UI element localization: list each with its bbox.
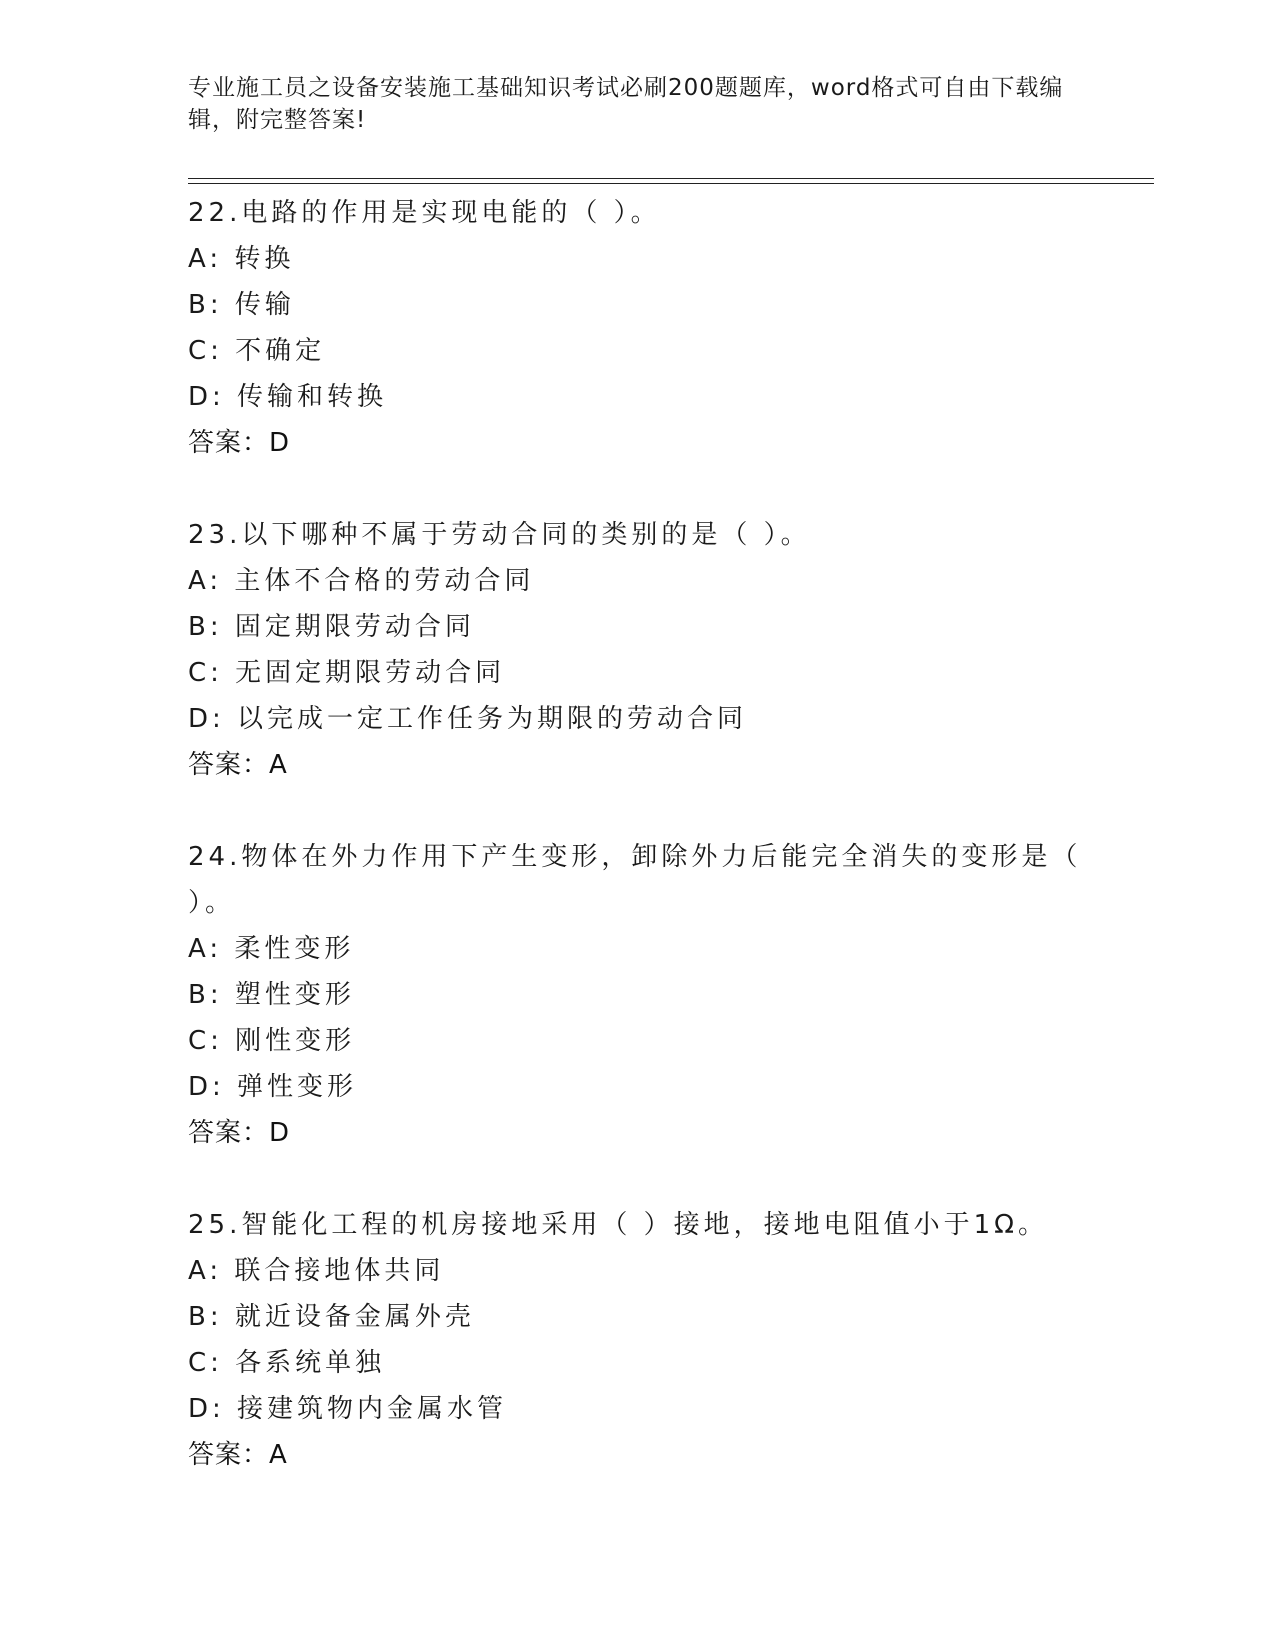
answer-label: 答案：D <box>188 428 291 458</box>
option-a: A: 主体不合格的劳动合同 <box>188 566 535 596</box>
option-d: D: 接建筑物内金属水管 <box>188 1394 508 1424</box>
option-c: C: 无固定期限劳动合同 <box>188 658 506 688</box>
option-b: B: 就近设备金属外壳 <box>188 1302 475 1332</box>
option-c: C: 不确定 <box>188 336 326 366</box>
option-a: A: 联合接地体共同 <box>188 1256 445 1286</box>
option-a: A: 柔性变形 <box>188 934 355 964</box>
option-d: D: 传输和转换 <box>188 382 388 412</box>
question-list <box>188 190 1094 1524</box>
option-d: D: 弹性变形 <box>188 1072 358 1102</box>
question-23 <box>188 512 1088 788</box>
option-b: B: 塑性变形 <box>188 980 355 1010</box>
question-stem: 22.电路的作用是实现电能的（ ）。 <box>188 198 661 228</box>
option-c: C: 各系统单独 <box>188 1348 386 1378</box>
header-divider-top <box>188 178 1154 179</box>
question-25 <box>188 1202 1088 1478</box>
question-stem: 25.智能化工程的机房接地采用（ ）接地，接地电阻值小于1Ω。 <box>188 1210 1049 1240</box>
question-stem: 23.以下哪种不属于劳动合同的类别的是（ ）。 <box>188 520 811 550</box>
question-stem: 24.物体在外力作用下产生变形，卸除外力后能完全消失的变形是（ ）。 <box>188 842 1094 918</box>
option-b: B: 传输 <box>188 290 295 320</box>
option-d: D: 以完成一定工作任务为期限的劳动合同 <box>188 704 748 734</box>
answer-label: 答案：A <box>188 750 288 780</box>
option-a: A: 转换 <box>188 244 295 274</box>
question-24 <box>188 834 1094 1156</box>
answer-label: 答案：D <box>188 1118 291 1148</box>
question-22 <box>188 190 1088 466</box>
option-b: B: 固定期限劳动合同 <box>188 612 475 642</box>
header-divider-bottom <box>188 183 1154 184</box>
option-c: C: 刚性变形 <box>188 1026 356 1056</box>
document-header: 专业施工员之设备安装施工基础知识考试必刷200题题库，word格式可自由下载编辑，附完整答案! <box>188 75 1064 133</box>
answer-label: 答案：A <box>188 1440 288 1470</box>
